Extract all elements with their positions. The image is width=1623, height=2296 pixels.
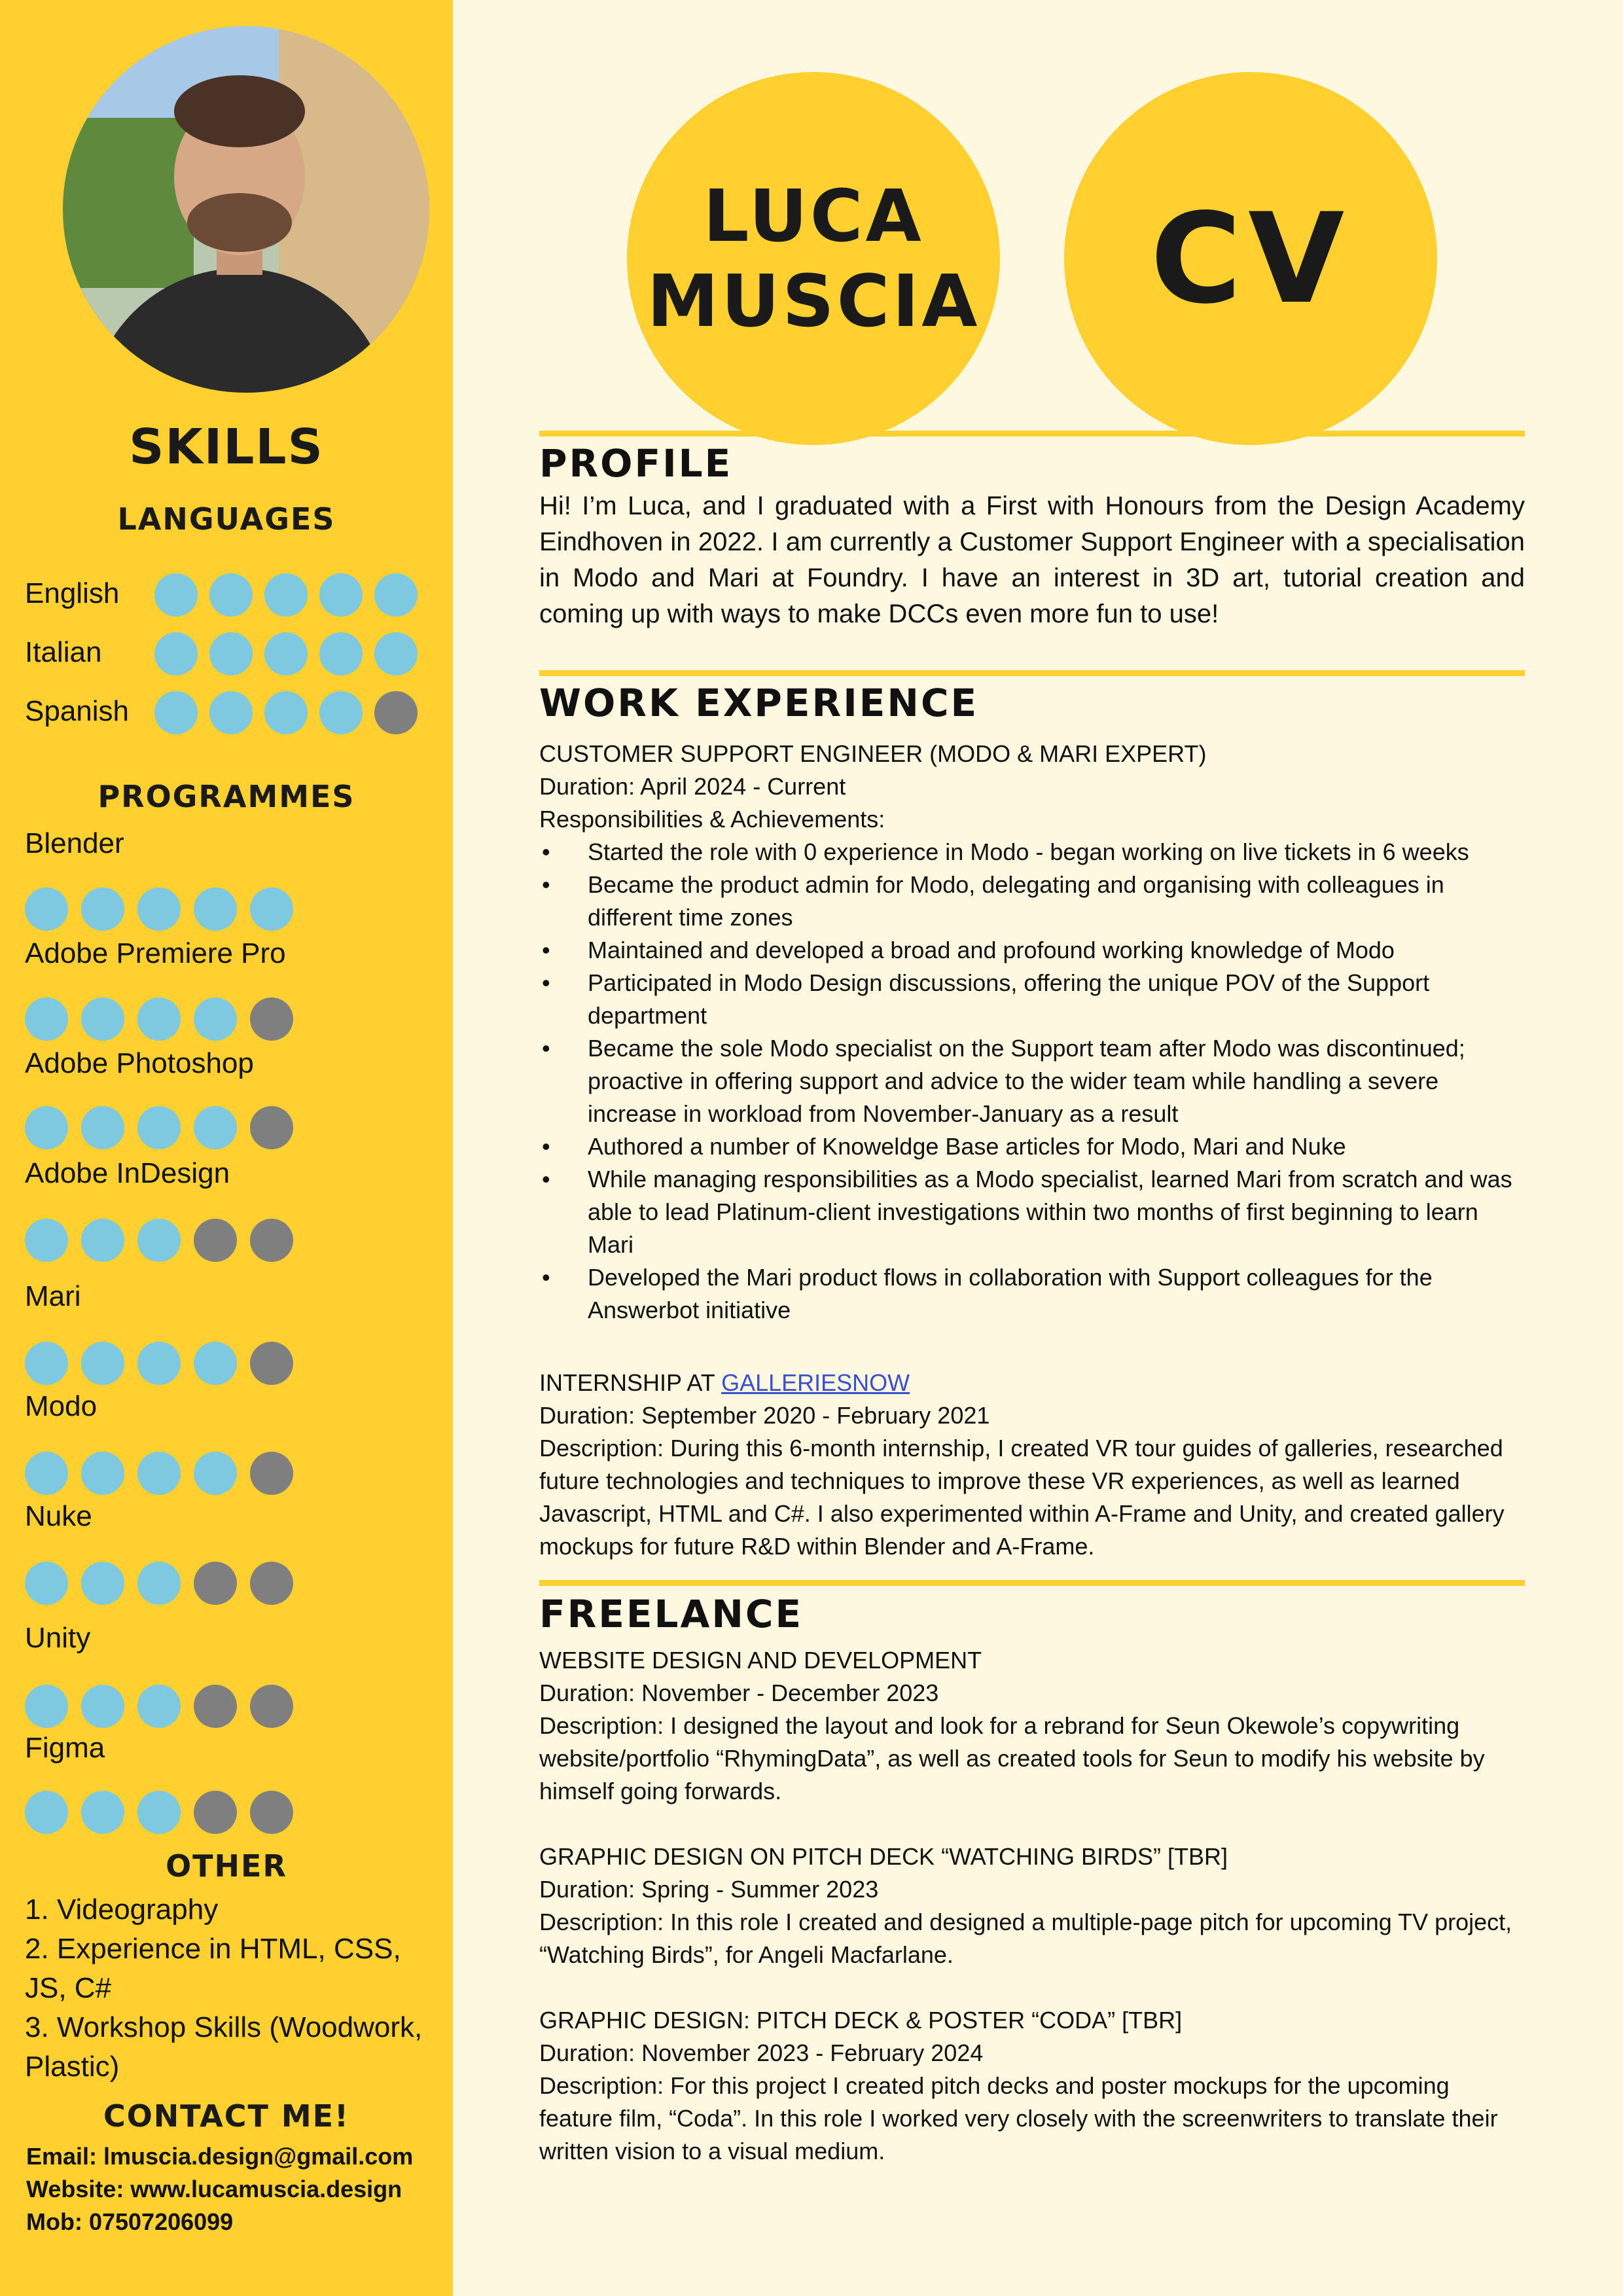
rating-dot-filled [81, 1452, 124, 1495]
programme-name: Nuke [25, 1500, 92, 1532]
job-duration: Duration: April 2024 - Current [539, 773, 846, 800]
rating-dot-filled [194, 1452, 237, 1495]
rating-dot-filled [137, 1562, 181, 1605]
list-item: • Maintained and developed a broad and profound working knowledge of Modo [539, 934, 1525, 967]
section-divider [539, 1580, 1525, 1586]
programme-name: Modo [25, 1390, 98, 1422]
job-responsibilities-list [539, 836, 1525, 1327]
rating-dot-filled [81, 888, 124, 931]
rating-dot-filled [81, 1342, 124, 1385]
rating-dot-filled [194, 888, 237, 931]
rating-dot-empty [250, 997, 293, 1041]
rating-dot-filled [264, 573, 308, 617]
rating-dot-filled [137, 1685, 181, 1728]
rating-dot-filled [25, 1791, 68, 1834]
section-divider [539, 670, 1525, 676]
other-skill-item: 3. Workshop Skills (Woodwork, Plastic) [25, 2011, 423, 2083]
rating-dot-filled [194, 997, 237, 1041]
rating-dot-empty [250, 1791, 293, 1834]
project-description: Description: In this role I created and designed a multiple-page pitch for upcoming TV project, “Watching Birds”, for Angeli Macfarlane. [539, 1909, 1512, 1968]
rating-dot-filled [209, 632, 253, 675]
list-item: • Became the product admin for Modo, delegating and organising with colleagues in different time zones [539, 869, 1525, 934]
rating-dot-filled [81, 1685, 124, 1728]
rating-dot-empty [250, 1685, 293, 1728]
programme-rating [25, 1219, 293, 1262]
language-row [25, 686, 444, 738]
list-item: • Started the role with 0 experience in Modo - began working on live tickets in 6 weeks [539, 836, 1525, 869]
freelance-projects [539, 1644, 1525, 2168]
rating-dot-filled [25, 1452, 68, 1495]
rating-dot-filled [137, 1452, 181, 1495]
cv-label: CV [1150, 186, 1351, 331]
project-title: GRAPHIC DESIGN ON PITCH DECK “WATCHING BIRDS” [TBR] [539, 1843, 1228, 1870]
programme-rating [25, 1562, 293, 1605]
contact-phone: Mob: 07507206099 [26, 2208, 234, 2235]
project-description: Description: I designed the layout and look for a rebrand for Seun Okewole’s copywriting website/portfolio “RhymingData”, as well as created tools for Seun to modify his website by himself going forwards. [539, 1712, 1485, 1804]
programme-name: Adobe Premiere Pro [25, 937, 286, 969]
rating-dot-filled [25, 1685, 68, 1728]
list-item: • While managing responsibilities as a Modo specialist, learned Mari from scratch and was able to lead Platinum-client investigations within two months of first beginning to learn Mari [539, 1163, 1525, 1261]
rating-dot-filled [81, 1219, 124, 1262]
language-row [25, 627, 444, 679]
rating-dot-filled [25, 1219, 68, 1262]
language-name: Italian [25, 636, 102, 668]
rating-dot-filled [137, 1791, 181, 1834]
rating-dot-filled [25, 1562, 68, 1605]
job-responsibilities-label: Responsibilities & Achievements: [539, 806, 885, 833]
rating-dot-filled [25, 1106, 68, 1149]
programme-rating [25, 1791, 293, 1834]
rating-dot-filled [81, 1562, 124, 1605]
rating-dot-filled [374, 632, 418, 675]
cv-circle [1064, 72, 1437, 445]
programme-name: Mari [25, 1280, 81, 1312]
programme-name: Unity [25, 1622, 91, 1654]
project-duration: Duration: Spring - Summer 2023 [539, 1876, 879, 1903]
skills-heading: SKILLS [129, 419, 324, 475]
rating-dot-filled [154, 573, 198, 617]
list-item: • Authored a number of Knoweldge Base articles for Modo, Mari and Nuke [539, 1130, 1525, 1163]
rating-dot-empty [250, 1342, 293, 1385]
section-divider [539, 431, 1525, 437]
list-item: • Became the sole Modo specialist on the Support team after Modo was discontinued; proactive in offering support and advice to the wider team while handling a severe increase in workload from November-January as a result [539, 1032, 1525, 1130]
rating-dot-filled [264, 632, 308, 675]
programme-rating [25, 997, 293, 1041]
rating-dot-filled [81, 1791, 124, 1834]
rating-dot-filled [25, 1342, 68, 1385]
rating-dot-filled [319, 573, 363, 617]
job-role-prefix: INTERNSHIP AT [539, 1369, 722, 1396]
programme-rating [25, 1452, 293, 1495]
programme-rating [25, 1685, 293, 1728]
job-customer-support [539, 738, 1525, 1327]
profile-photo [63, 26, 429, 393]
programme-name: Adobe InDesign [25, 1157, 230, 1189]
language-row [25, 568, 444, 620]
project-title: WEBSITE DESIGN AND DEVELOPMENT [539, 1647, 982, 1674]
job-duration: Duration: September 2020 - February 2021 [539, 1402, 990, 1429]
rating-dot-filled [137, 1219, 181, 1262]
programme-name: Blender [25, 827, 124, 859]
programme-name: Adobe Photoshop [25, 1047, 254, 1079]
other-skills-list [25, 1890, 444, 2087]
contact-website[interactable]: Website: www.lucamuscia.design [26, 2176, 402, 2202]
profile-text: Hi! I’m Luca, and I graduated with a First with Honours from the Design Academy Eindhoven in 2022. I am currently a Customer Support Engineer with a specialisation in Modo and Mari at Foundry. I have an interest in 3D art, tutorial creation and coming up with ways to make DCCs even more fun to use! [539, 492, 1525, 628]
rating-dot-filled [194, 1106, 237, 1149]
programme-rating [25, 888, 293, 931]
rating-dot-filled [25, 888, 68, 931]
rating-dot-filled [264, 691, 308, 734]
list-item: • Participated in Modo Design discussions, offering the unique POV of the Support department [539, 967, 1525, 1032]
rating-dot-filled [319, 691, 363, 734]
rating-dot-filled [154, 632, 198, 675]
contact-email[interactable]: Email: lmuscia.design@gmail.com [26, 2143, 414, 2170]
name-circle [627, 72, 1000, 445]
rating-dot-empty [194, 1685, 237, 1728]
programme-name: Figma [25, 1732, 105, 1764]
language-rating [154, 691, 418, 734]
work-experience-heading: WORK EXPERIENCE [539, 681, 979, 725]
job-role: CUSTOMER SUPPORT ENGINEER (MODO & MARI EXPERT) [539, 740, 1207, 767]
contact-details [26, 2140, 413, 2238]
rating-dot-filled [209, 573, 253, 617]
rating-dot-empty [250, 1219, 293, 1262]
rating-dot-filled [81, 1106, 124, 1149]
name-last: MUSCIA [647, 259, 980, 343]
rating-dot-empty [194, 1219, 237, 1262]
programme-rating [25, 1106, 293, 1149]
language-rating [154, 632, 418, 675]
rating-dot-empty [374, 691, 418, 734]
freelance-heading: FREELANCE [539, 1592, 804, 1636]
name-first: LUCA [703, 174, 924, 258]
galleriesnow-link[interactable]: GALLERIESNOW [721, 1369, 910, 1396]
rating-dot-filled [319, 632, 363, 675]
rating-dot-filled [137, 888, 181, 931]
job-description: Description: During this 6-month internship, I created VR tour guides of galleries, researched future technologies and techniques to improve these VR experiences, as well as learned Javascript, HTML and C#. I also experimented within A-Frame and Unity, and created gallery mockups for future R&D within Blender and A-Frame. [539, 1435, 1505, 1560]
language-name: English [25, 577, 120, 609]
profile-heading: PROFILE [539, 441, 733, 486]
rating-dot-filled [81, 997, 124, 1041]
other-skill-item: 2. Experience in HTML, CSS, JS, C# [25, 1933, 401, 2004]
contact-heading: CONTACT ME! [103, 2098, 350, 2134]
rating-dot-empty [250, 1452, 293, 1495]
rating-dot-empty [194, 1562, 237, 1605]
rating-dot-filled [25, 997, 68, 1041]
rating-dot-empty [250, 1106, 293, 1149]
other-skill-item: 1. Videography [25, 1893, 219, 1926]
programme-rating [25, 1342, 293, 1385]
rating-dot-filled [194, 1342, 237, 1385]
project-duration: Duration: November 2023 - February 2024 [539, 2039, 984, 2066]
project-description: Description: For this project I created pitch decks and poster mockups for the upcoming feature film, “Coda”. In this role I worked very closely with the screenwriters to translate their written vision to a visual medium. [539, 2072, 1498, 2164]
rating-dot-empty [250, 1562, 293, 1605]
programmes-heading: PROGRAMMES [98, 779, 355, 814]
language-rating [154, 573, 418, 617]
languages-heading: LANGUAGES [117, 501, 336, 537]
language-name: Spanish [25, 695, 130, 727]
rating-dot-filled [154, 691, 198, 734]
project-title: GRAPHIC DESIGN: PITCH DECK & POSTER “CODA” [TBR] [539, 2007, 1183, 2034]
other-heading: OTHER [166, 1848, 287, 1884]
rating-dot-filled [137, 1342, 181, 1385]
project-duration: Duration: November - December 2023 [539, 1679, 939, 1706]
job-internship [539, 1367, 1525, 1563]
rating-dot-empty [194, 1791, 237, 1834]
job-role [539, 1367, 1525, 1399]
rating-dot-filled [374, 573, 418, 617]
rating-dot-filled [250, 888, 293, 931]
rating-dot-filled [137, 1106, 181, 1149]
list-item: • Developed the Mari product flows in collaboration with Support colleagues for the Answerbot initiative [539, 1261, 1525, 1327]
rating-dot-filled [209, 691, 253, 734]
sidebar [0, 0, 453, 2296]
rating-dot-filled [137, 997, 181, 1041]
